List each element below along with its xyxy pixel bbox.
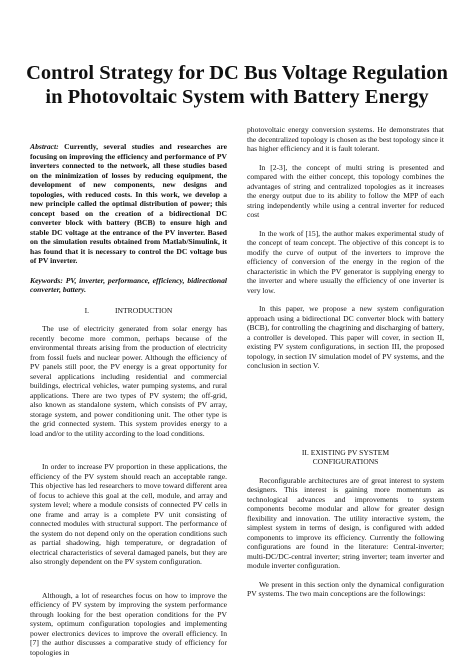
keywords	[30, 276, 227, 295]
left-column	[30, 125, 227, 666]
abstract-text: Currently, several studies and researches are focusing on improving the efficiency and performance of PV inverters connected to the network, all these studies based on the minimization of losses by reducing equipment, the development of new components, new designs and topologies, with reduced costs. In this work, we develop a new principle called the optimal distribution of power; this concept based on the creation of a bidirectional DC converter block with battery (BCB) to ensure high and stable DC voltage at the entrance of the PV inverter. Based on the simulation results obtained from Matlab/Simulink, it has found that it is necessary to control the DC voltage bus of PV inverter.	[30, 142, 227, 265]
right-column	[247, 125, 444, 608]
paragraph: Reconfigurable architectures are of great interest to system designers. This interest is gaining more momentum as technological advances and improvements to system components become modular and allow for greater design flexibility and innovation. The utility interactive system, the simplest system in terms of design, is configured with added components to improve its efficiency. Currently the following configurations are found in the literature: Central-inverter; multi-DC/DC-central inverter; string inverter; team inverter and module inverter configuration.	[247, 475, 444, 570]
section-1-title: INTRODUCTION	[115, 305, 173, 315]
section-1-number: I.	[84, 305, 90, 315]
paragraph: In order to increase PV proportion in these applications, the efficiency of the PV system should reach an acceptable range. This objective has led researchers to move toward different area of focus to achieve this goal at the cell, module, and array and system level; where a module consists of connected PV cells in one frame and array is a complete PV unit consisting of connected modules with structural support. The performance of the system do not depend only on the operation conditions such as partial shadowing, high temperature, or degradation of electrical characteristics of several damaged panels, but they are also strongly dependent on the PV system configuration.	[30, 462, 227, 566]
paragraph: The use of electricity generated from solar energy has recently become more common, perhaps because of the environmental threats arising from the production of electricity from fossil fuels and nuclear power. Although the efficiency of PV panels still poor, the PV energy is a great opportunity for several applications including residential and commercial buildings, electrical vehicles, water pumping systems, and rural applications. There are two types of PV system; the off-grid, also known as standalone system, which consists of PV array, storage system, and power conditioning unit. The other type is the grid connected system. This system provides energy to a load and/or to the utility according to the load conditions.	[30, 324, 227, 438]
paragraph: Although, a lot of researches focus on how to improve the efficiency of PV system by improving the system performance through looking for the best operation conditions for the PV system, optimum configuration topologies and implementing power electronics devices to improve the overall efficiency. In [7] the author discusses a comparative study of efficiency for topologies in	[30, 590, 227, 657]
paragraph: In the work of [15], the author makes experimental study of the concept of team concept. The objective of this concept is to modify the curve of output of the inverters to improve the efficiency of conversion of the energy in the region of the characteristic in which the PV generator is supplying energy to the inverter and where usually the efficiency of one inverter is very low.	[247, 228, 444, 295]
abstract	[30, 142, 227, 266]
paragraph: In [2-3], the concept of multi string is presented and compared with the either concept, this topology combines the advantages of string and centralized topologies as it increases the energy output due to its ability to follow the MPP of each string independently while using a central inverter for reduced cost	[247, 162, 444, 219]
title-line-2: in Photovoltaic System with Battery Energy	[45, 86, 429, 108]
paper-title	[0, 61, 474, 109]
section-1-heading	[30, 306, 227, 316]
section-2-title-line-2: CONFIGURATIONS	[312, 457, 379, 466]
keywords-label: Keywords:	[30, 275, 63, 285]
title-line-1: Control Strategy for DC Bus Voltage Regulation	[26, 62, 448, 84]
section-2-title-line-1: II. EXISTING PV SYSTEM	[301, 447, 390, 457]
section-2-heading	[247, 448, 444, 467]
abstract-label: Abstract:	[30, 142, 59, 151]
paragraph: In this paper, we propose a new system configuration approach using a bidirectional DC converter block with battery (BCB), for controlling the chagrining and discharging of battery, a controller is developed. This paper will cover, in section II, existing PV system configurations, in section III, the proposed topology, in section IV simulation model of PV systems, and the conclusion in section V.	[247, 304, 444, 370]
paragraph: photovoltaic energy conversion systems. He demonstrates that the decentralized topology is chosen as the best topology since it has higher efficiency and it is fault tolerant.	[247, 125, 444, 153]
keywords-text: PV, inverter, performance, efficiency, bidirectional converter, battery.	[30, 275, 227, 294]
paragraph: We present in this section only the dynamical configuration PV systems. The two main conceptions are the followings:	[247, 579, 444, 598]
